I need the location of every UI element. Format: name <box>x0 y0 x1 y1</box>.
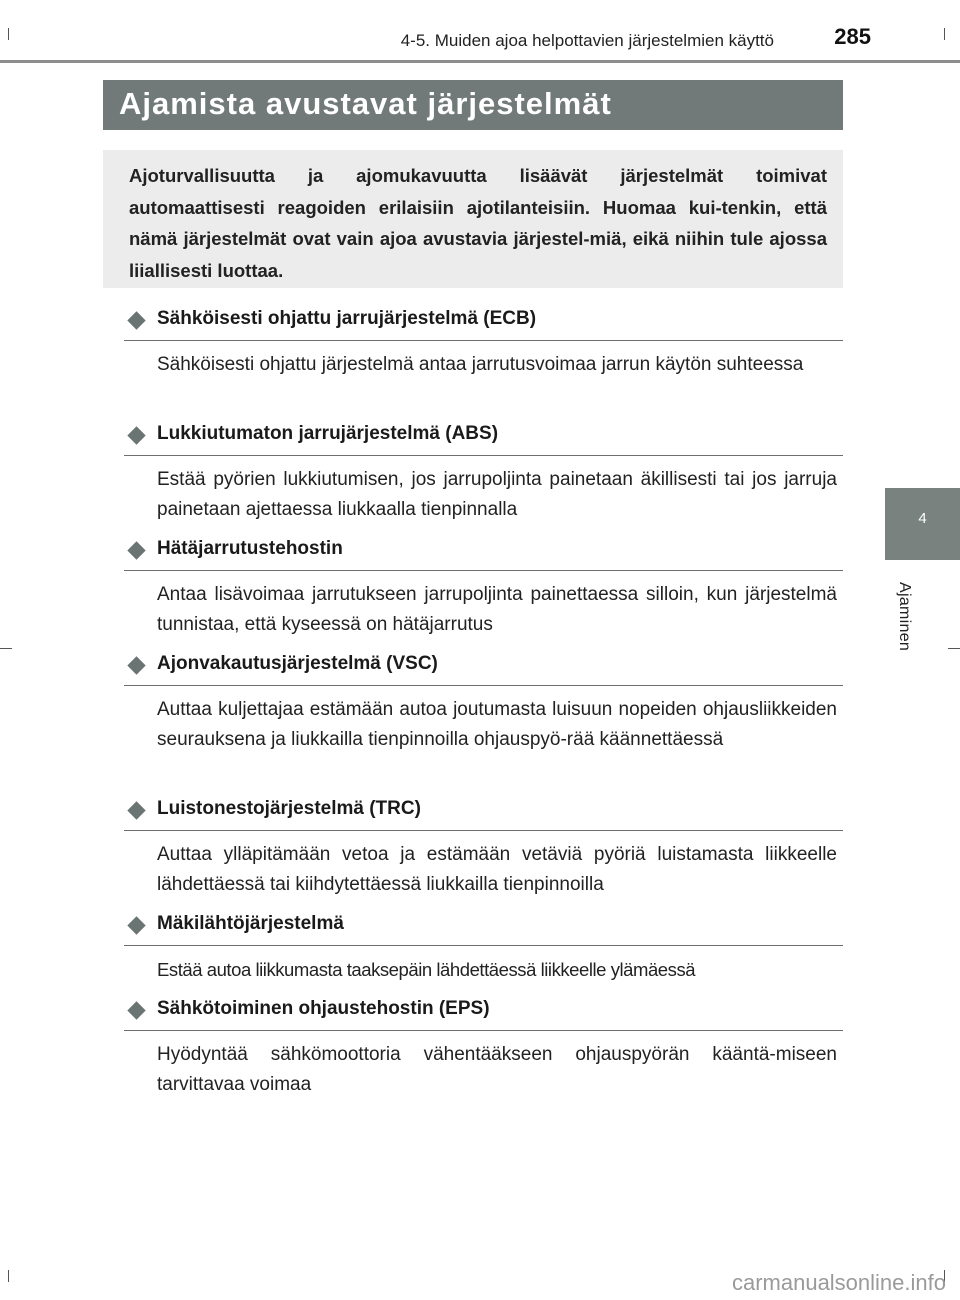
diamond-bullet-icon <box>127 656 145 674</box>
page-title: Ajamista avustavat järjestelmät <box>119 86 612 121</box>
section-heading <box>124 796 843 831</box>
watermark: carmanualsonline.info <box>731 1270 946 1295</box>
section-body: Estää pyörien lukkiutumisen, jos jarrupoljinta painetaan äkillisesti tai jos jarruja painetaan ajettaessa liukkaalla tienpinnalla <box>157 469 837 520</box>
section-eps <box>124 996 843 1099</box>
section-heading <box>124 421 843 456</box>
section-title: Sähköisesti ohjattu jarrujärjestelmä (ECB) <box>157 308 537 329</box>
diamond-bullet-icon <box>127 426 145 444</box>
section-body: Sähköisesti ohjattu järjestelmä antaa jarrutusvoimaa jarrun käytön suhteessa <box>157 354 804 375</box>
section-body: Antaa lisävoimaa jarrutukseen jarrupoljinta painettaessa silloin, kun järjestelmä tunnistaa, että kyseessä on hätäjarrutus <box>157 584 837 635</box>
section-vsc <box>124 651 843 754</box>
section-heading <box>124 911 843 946</box>
section-body: Auttaa ylläpitämään vetoa ja estämään vetäviä pyöriä luistamasta liikkeelle lähdettäessä tai kiihdytettäessä liukkailla tienpinnoilla <box>157 844 837 895</box>
section-title: Sähkötoiminen ohjaustehostin (EPS) <box>157 998 490 1019</box>
crop-mark <box>8 1270 9 1282</box>
section-heading <box>124 536 843 571</box>
diamond-bullet-icon <box>127 801 145 819</box>
intro-box <box>103 150 843 288</box>
crop-mark <box>0 648 12 649</box>
section-heading <box>124 651 843 686</box>
section-body: Auttaa kuljettajaa estämään autoa joutumasta luisuun nopeiden ohjausliikkeiden seurauksena ja liukkailla tienpinnoilla ohjauspyö-rää käännettäessä <box>157 699 837 750</box>
running-title: 4-5. Muiden ajoa helpottavien järjestelmien käyttö <box>400 31 774 50</box>
diamond-bullet-icon <box>127 311 145 329</box>
section-title: Ajonvakautusjärjestelmä (VSC) <box>157 653 438 674</box>
section-hill-start <box>124 911 843 985</box>
section-ecb <box>124 306 843 380</box>
diamond-bullet-icon <box>127 1001 145 1019</box>
section-abs <box>124 421 843 524</box>
chapter-tab <box>885 488 960 560</box>
section-heading <box>124 996 843 1031</box>
section-body: Estää autoa liikkumasta taaksepäin lähdettäessä liikkeelle ylämäessä <box>157 959 696 980</box>
section-body: Hyödyntää sähkömoottoria vähentääkseen ohjauspyörän kääntä-miseen tarvittavaa voimaa <box>157 1044 837 1095</box>
section-title: Luistonestojärjestelmä (TRC) <box>157 798 421 819</box>
chapter-number: 4 <box>918 510 927 527</box>
header-rule <box>0 60 960 63</box>
section-heading <box>124 306 843 341</box>
section-title: Hätäjarrutustehostin <box>157 538 343 559</box>
diamond-bullet-icon <box>127 541 145 559</box>
chapter-label: Ajaminen <box>896 582 913 652</box>
page-number: 285 <box>834 24 871 49</box>
section-title: Lukkiutumaton jarrujärjestelmä (ABS) <box>157 423 499 444</box>
running-header <box>0 0 960 62</box>
page-title-bar <box>103 80 843 130</box>
section-title: Mäkilähtöjärjestelmä <box>157 913 344 934</box>
intro-text: Ajoturvallisuutta ja ajomukavuutta lisäävät järjestelmät toimivat automaattisesti reagoiden erilaisiin ajotilanteisiin. Huomaa kui-tenkin, että nämä järjestelmät ovat vain ajoa avustavia järjestel-miä, eikä niihin tule ajossa liiallisesti luottaa. <box>129 165 827 281</box>
diamond-bullet-icon <box>127 916 145 934</box>
crop-mark <box>948 648 960 649</box>
section-brake-assist <box>124 536 843 639</box>
section-trc <box>124 796 843 899</box>
